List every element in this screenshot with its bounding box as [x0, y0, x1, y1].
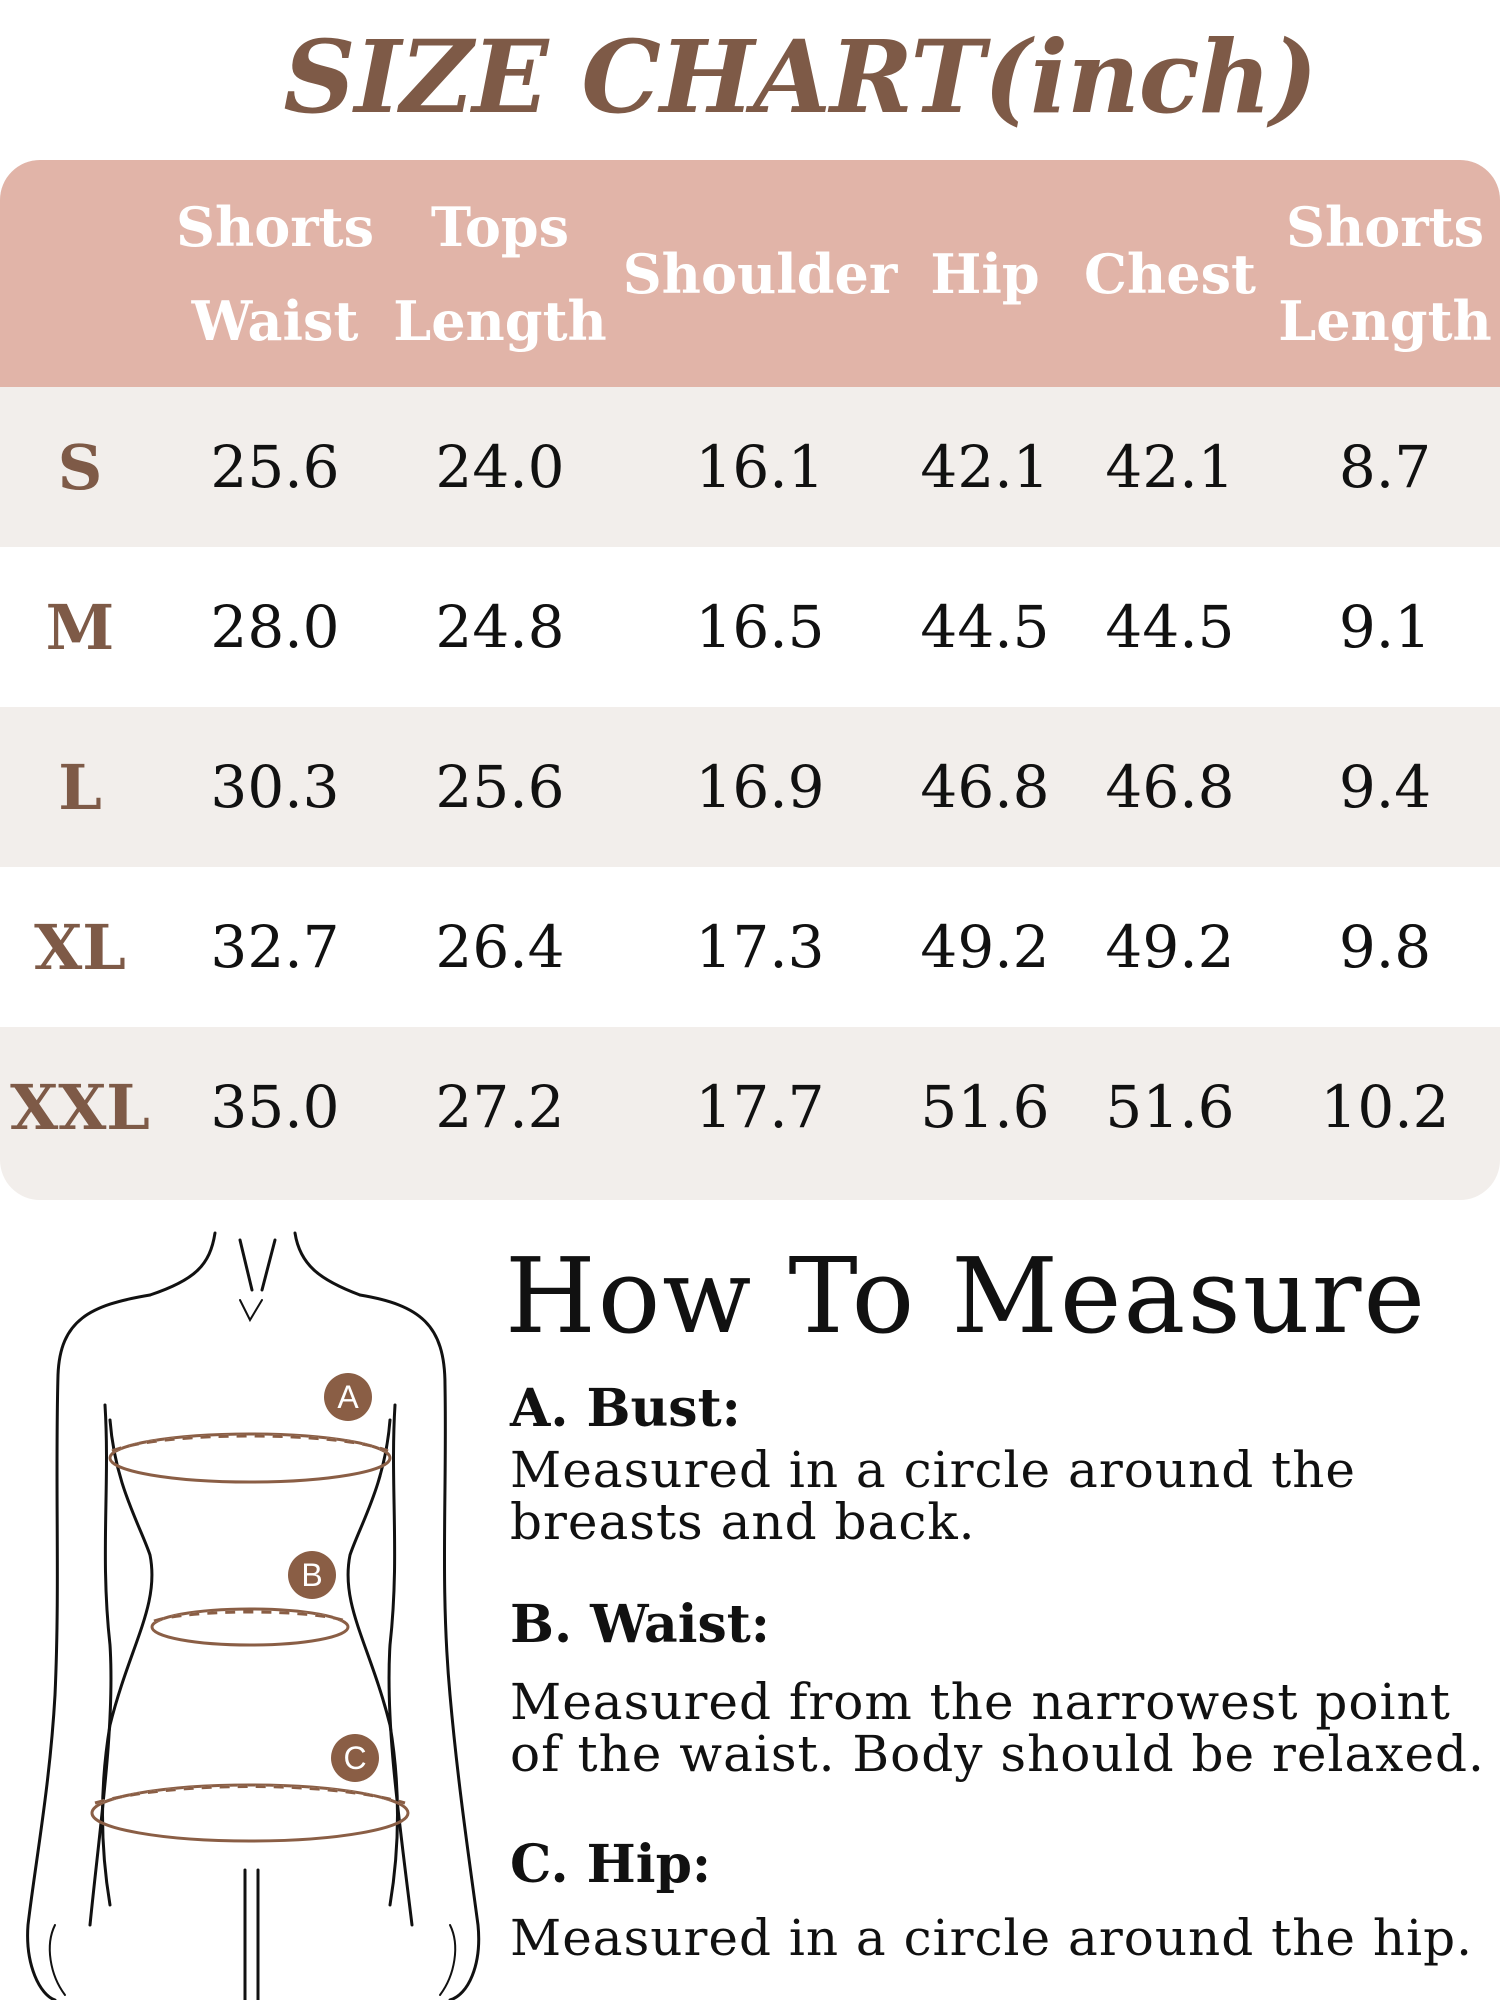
table-row	[0, 867, 1500, 1027]
header-tops-length: Tops Length	[393, 194, 607, 353]
cell-hip: 51.6	[920, 1073, 1050, 1141]
header-hip: Hip	[930, 241, 1040, 306]
waist-description: Measured from the narrowest point of the waist. Body should be relaxed.	[510, 1673, 1485, 1783]
svg-text:C: C	[343, 1740, 367, 1776]
cell-chest: 49.2	[1105, 913, 1235, 981]
body-figure-illustration	[0, 1225, 500, 2000]
bust-heading: A. Bust:	[510, 1378, 741, 1439]
table-row	[0, 547, 1500, 707]
table-header	[0, 160, 1500, 387]
header-shorts-length: Shorts Length	[1278, 194, 1492, 353]
hip-description: Measured in a circle around the hip.	[510, 1909, 1474, 1967]
cell-shorts-waist: 30.3	[210, 753, 340, 821]
cell-shoulder: 16.1	[695, 433, 825, 501]
marker-b-icon	[288, 1551, 336, 1599]
cell-shorts-waist: 25.6	[210, 433, 340, 501]
cell-chest: 44.5	[1105, 593, 1235, 661]
cell-shorts-waist: 28.0	[210, 593, 340, 661]
cell-tops-length: 27.2	[435, 1073, 565, 1141]
cell-chest: 42.1	[1105, 433, 1235, 501]
cell-tops-length: 26.4	[435, 913, 565, 981]
cell-hip: 42.1	[920, 433, 1050, 501]
cell-tops-length: 24.8	[435, 593, 565, 661]
cell-hip: 46.8	[920, 753, 1050, 821]
cell-shoulder: 16.5	[695, 593, 825, 661]
svg-text:B: B	[301, 1557, 323, 1593]
bust-description: Measured in a circle around the breasts and back.	[510, 1441, 1357, 1551]
header-shoulder: Shoulder	[622, 241, 898, 306]
size-label: XXL	[10, 1070, 150, 1144]
cell-shorts-waist: 35.0	[210, 1073, 340, 1141]
cell-hip: 49.2	[920, 913, 1050, 981]
cell-shoulder: 16.9	[695, 753, 825, 821]
table-row	[0, 387, 1500, 547]
cell-shorts-length: 9.8	[1338, 913, 1432, 981]
size-label: S	[57, 430, 103, 504]
size-label: XL	[34, 910, 126, 984]
header-chest: Chest	[1084, 241, 1256, 306]
marker-a-icon	[324, 1373, 372, 1421]
page-title: SIZE CHART(inch)	[283, 18, 1317, 136]
cell-chest: 51.6	[1105, 1073, 1235, 1141]
table-row	[0, 1027, 1500, 1187]
how-to-measure-title: How To Measure	[505, 1235, 1428, 1357]
svg-text:A: A	[337, 1379, 359, 1415]
table-row	[0, 707, 1500, 867]
cell-tops-length: 25.6	[435, 753, 565, 821]
cell-shorts-length: 10.2	[1320, 1073, 1450, 1141]
hip-heading: C. Hip:	[510, 1834, 712, 1895]
size-table	[0, 160, 1500, 1200]
waist-heading: B. Waist:	[510, 1594, 770, 1655]
marker-c-icon	[331, 1734, 379, 1782]
header-shorts-waist: Shorts Waist	[175, 194, 375, 353]
cell-tops-length: 24.0	[435, 433, 565, 501]
cell-shorts-length: 9.1	[1338, 593, 1432, 661]
cell-hip: 44.5	[920, 593, 1050, 661]
cell-shorts-length: 8.7	[1338, 433, 1432, 501]
cell-shorts-length: 9.4	[1338, 753, 1432, 821]
cell-shoulder: 17.3	[695, 913, 825, 981]
cell-shorts-waist: 32.7	[210, 913, 340, 981]
cell-shoulder: 17.7	[695, 1073, 825, 1141]
cell-chest: 46.8	[1105, 753, 1235, 821]
size-label: L	[58, 750, 102, 824]
size-label: M	[45, 590, 115, 664]
